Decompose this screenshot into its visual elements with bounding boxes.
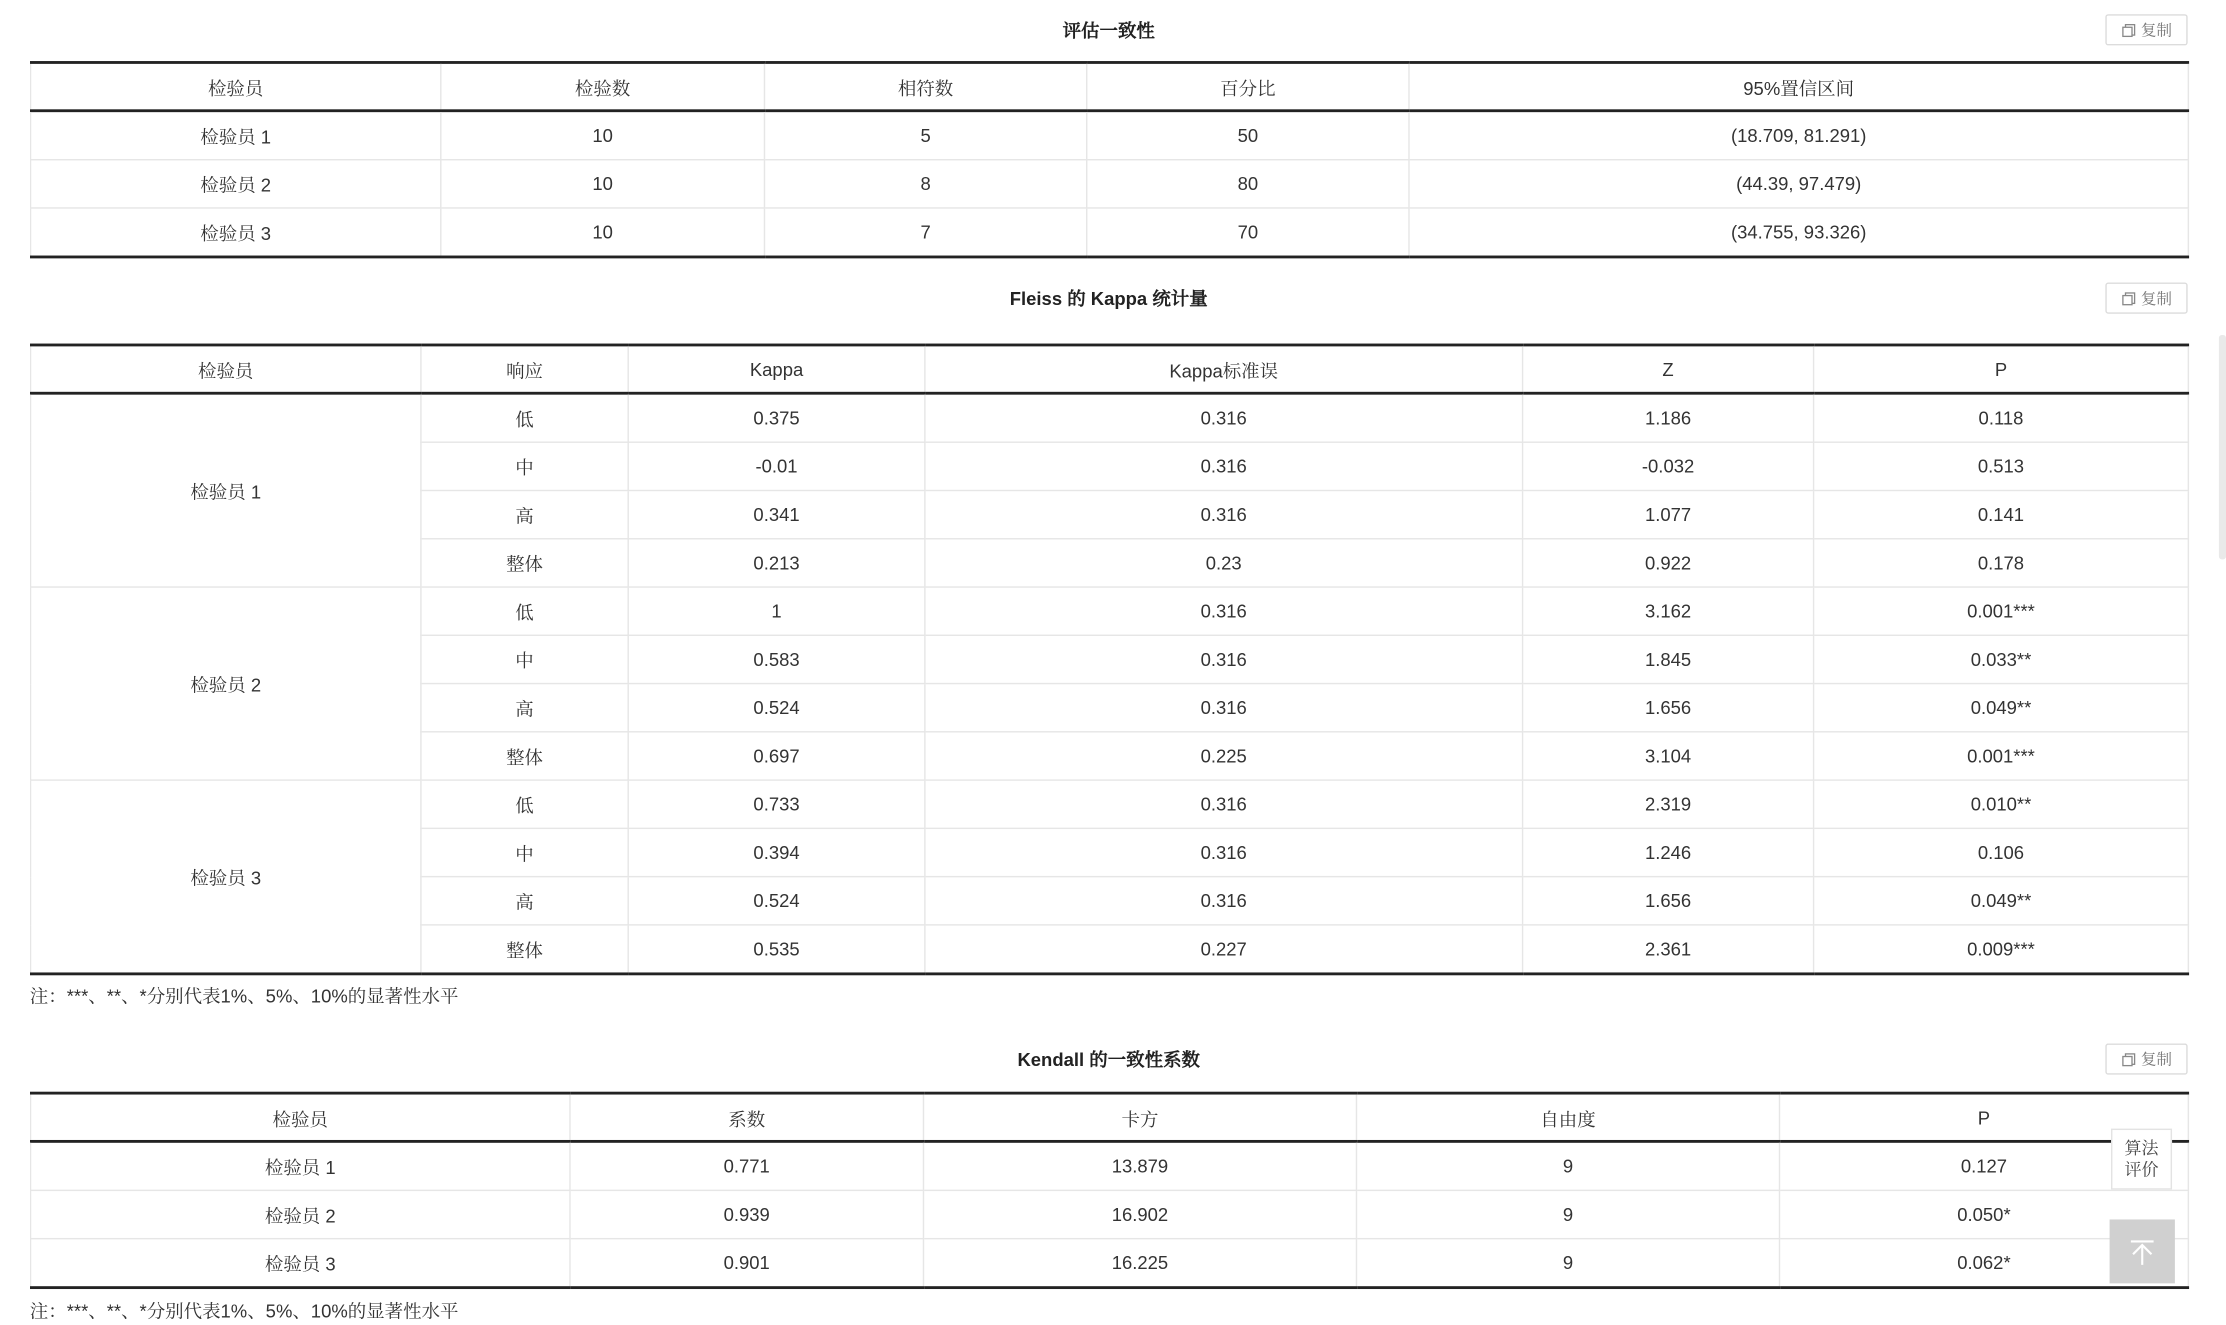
table-cell: 2.361 [1523, 925, 1814, 974]
table-cell: 0.583 [628, 635, 925, 683]
header-cell: P [1780, 1093, 2189, 1141]
table-cell: 0.001*** [1814, 587, 2189, 635]
table-cell: 中 [421, 828, 628, 876]
table-cell: 0.316 [925, 877, 1523, 925]
algo-label-line1: 算法 [2124, 1137, 2159, 1158]
table-cell: 13.879 [923, 1141, 1356, 1190]
back-to-top-button[interactable] [2110, 1219, 2175, 1283]
table-cell: 检验员 1 [31, 111, 441, 160]
table-cell: 0.23 [925, 539, 1523, 587]
table-cell: 高 [421, 684, 628, 732]
kappa-copy-button[interactable] [2105, 283, 2187, 314]
table-cell: 0.341 [628, 490, 925, 538]
header-cell: 检验数 [441, 62, 765, 110]
table-cell: -0.01 [628, 442, 925, 490]
table-cell: 80 [1087, 160, 1409, 208]
table-cell: -0.032 [1523, 442, 1814, 490]
header-cell: 自由度 [1356, 1093, 1779, 1141]
table-cell: 0.062* [1780, 1239, 2189, 1288]
table-cell: 1 [628, 587, 925, 635]
table-cell: 8 [764, 160, 1086, 208]
inspector-cell: 检验员 2 [31, 587, 421, 780]
kappa-title: Fleiss 的 Kappa 统计量 [1009, 288, 1208, 310]
table-cell: 0.901 [570, 1239, 923, 1288]
table-cell: 3.162 [1523, 587, 1814, 635]
table-row [31, 208, 2189, 257]
table-cell: 16.902 [923, 1190, 1356, 1238]
table-cell: 低 [421, 587, 628, 635]
header-cell: 95%置信区间 [1409, 62, 2188, 110]
algorithm-evaluation-button[interactable] [2111, 1129, 2172, 1190]
table-cell: 检验员 1 [31, 1141, 570, 1190]
table-cell: 0.316 [925, 828, 1523, 876]
table-cell: (34.755, 93.326) [1409, 208, 2188, 257]
table-cell: 0.922 [1523, 539, 1814, 587]
header-cell: Kappa [628, 345, 925, 393]
table-cell: 0.697 [628, 732, 925, 780]
table-cell: 0.178 [1814, 539, 2189, 587]
agreement-table [30, 61, 2189, 258]
table-cell: 16.225 [923, 1239, 1356, 1288]
header-cell: 检验员 [31, 345, 421, 393]
significance-note: 注：***、**、*分别代表1%、5%、10%的显著性水平 [29, 1300, 459, 1322]
header-cell: 百分比 [1087, 62, 1409, 110]
table-cell: 0.106 [1814, 828, 2189, 876]
table-cell: 0.118 [1814, 393, 2189, 442]
table-cell: 0.009*** [1814, 925, 2189, 974]
table-cell: 0.010** [1814, 780, 2189, 828]
table-cell: 10 [441, 160, 765, 208]
table-cell: 0.316 [925, 490, 1523, 538]
table-cell: 0.316 [925, 442, 1523, 490]
copy-icon [2121, 1051, 2137, 1067]
header-cell: 相符数 [764, 62, 1086, 110]
table-cell: 1.077 [1523, 490, 1814, 538]
table-cell: 1.186 [1523, 393, 1814, 442]
table-cell: 0.733 [628, 780, 925, 828]
table-cell: 50 [1087, 111, 1409, 160]
table-cell: 低 [421, 780, 628, 828]
header-cell: 系数 [570, 1093, 923, 1141]
table-cell: 检验员 3 [31, 208, 441, 257]
significance-note: 注：***、**、*分别代表1%、5%、10%的显著性水平 [29, 985, 459, 1007]
scrollbar-thumb[interactable] [2219, 335, 2226, 559]
table-cell: 检验员 2 [31, 160, 441, 208]
table-cell: 1.845 [1523, 635, 1814, 683]
table-cell: 检验员 3 [31, 1239, 570, 1288]
table-cell: 1.656 [1523, 684, 1814, 732]
table-cell: 1.656 [1523, 877, 1814, 925]
table-cell: 0.033** [1814, 635, 2189, 683]
table-cell: 0.375 [628, 393, 925, 442]
table-cell: 低 [421, 393, 628, 442]
table-header-row [31, 62, 2189, 110]
table-cell: 整体 [421, 539, 628, 587]
table-row [31, 780, 2189, 828]
table-cell: 10 [441, 111, 765, 160]
table-cell: 9 [1356, 1141, 1779, 1190]
header-cell: 检验员 [31, 1093, 570, 1141]
table-cell: 0.227 [925, 925, 1523, 974]
copy-icon [2121, 290, 2137, 306]
kappa-table [30, 344, 2189, 976]
kendall-copy-button[interactable] [2105, 1043, 2187, 1074]
table-cell: 中 [421, 635, 628, 683]
table-cell: 7 [764, 208, 1086, 257]
agreement-copy-button[interactable] [2105, 14, 2187, 45]
kendall-table [30, 1092, 2189, 1289]
table-row [31, 160, 2189, 208]
table-cell: 0.513 [1814, 442, 2189, 490]
table-cell: 中 [421, 442, 628, 490]
table-cell: 0.001*** [1814, 732, 2189, 780]
table-row [31, 1190, 2189, 1238]
table-cell: 0.771 [570, 1141, 923, 1190]
header-cell: Kappa标准误 [925, 345, 1523, 393]
copy-icon [2121, 22, 2137, 38]
copy-label: 复制 [2140, 291, 2173, 309]
table-cell: 0.225 [925, 732, 1523, 780]
table-cell: 9 [1356, 1239, 1779, 1288]
table-header-row [31, 345, 2189, 393]
table-row [31, 393, 2189, 442]
table-cell: 检验员 2 [31, 1190, 570, 1238]
table-cell: 0.050* [1780, 1190, 2189, 1238]
table-row [31, 587, 2189, 635]
copy-label: 复制 [2140, 22, 2173, 40]
table-cell: 1.246 [1523, 828, 1814, 876]
table-cell: 0.316 [925, 780, 1523, 828]
table-cell: 整体 [421, 925, 628, 974]
header-cell: P [1814, 345, 2189, 393]
table-cell: 2.319 [1523, 780, 1814, 828]
table-cell: 高 [421, 877, 628, 925]
table-cell: 0.939 [570, 1190, 923, 1238]
table-cell: 0.316 [925, 393, 1523, 442]
table-cell: 高 [421, 490, 628, 538]
header-cell: 响应 [421, 345, 628, 393]
algo-label-line2: 评价 [2124, 1159, 2159, 1180]
table-cell: 0.535 [628, 925, 925, 974]
table-cell: 9 [1356, 1190, 1779, 1238]
table-row [31, 111, 2189, 160]
table-cell: 0.524 [628, 877, 925, 925]
kendall-title: Kendall 的一致性系数 [1017, 1049, 1200, 1071]
copy-label: 复制 [2140, 1051, 2173, 1069]
inspector-cell: 检验员 1 [31, 393, 421, 587]
table-row [31, 1239, 2189, 1288]
table-cell: 5 [764, 111, 1086, 160]
table-cell: 0.049** [1814, 877, 2189, 925]
inspector-cell: 检验员 3 [31, 780, 421, 974]
agreement-title: 评估一致性 [1062, 19, 1155, 42]
table-cell: (18.709, 81.291) [1409, 111, 2188, 160]
table-cell: 0.213 [628, 539, 925, 587]
table-cell: (44.39, 97.479) [1409, 160, 2188, 208]
arrow-up-to-top-icon [2128, 1237, 2156, 1265]
table-cell: 0.127 [1780, 1141, 2189, 1190]
table-cell: 70 [1087, 208, 1409, 257]
table-cell: 10 [441, 208, 765, 257]
table-cell: 整体 [421, 732, 628, 780]
table-cell: 0.049** [1814, 684, 2189, 732]
header-cell: 卡方 [923, 1093, 1356, 1141]
header-cell: 检验员 [31, 62, 441, 110]
table-cell: 0.316 [925, 587, 1523, 635]
table-cell: 0.524 [628, 684, 925, 732]
table-cell: 0.316 [925, 635, 1523, 683]
table-cell: 0.394 [628, 828, 925, 876]
table-cell: 3.104 [1523, 732, 1814, 780]
header-cell: Z [1523, 345, 1814, 393]
table-cell: 0.141 [1814, 490, 2189, 538]
table-header-row [31, 1093, 2189, 1141]
table-row [31, 1141, 2189, 1190]
table-cell: 0.316 [925, 684, 1523, 732]
